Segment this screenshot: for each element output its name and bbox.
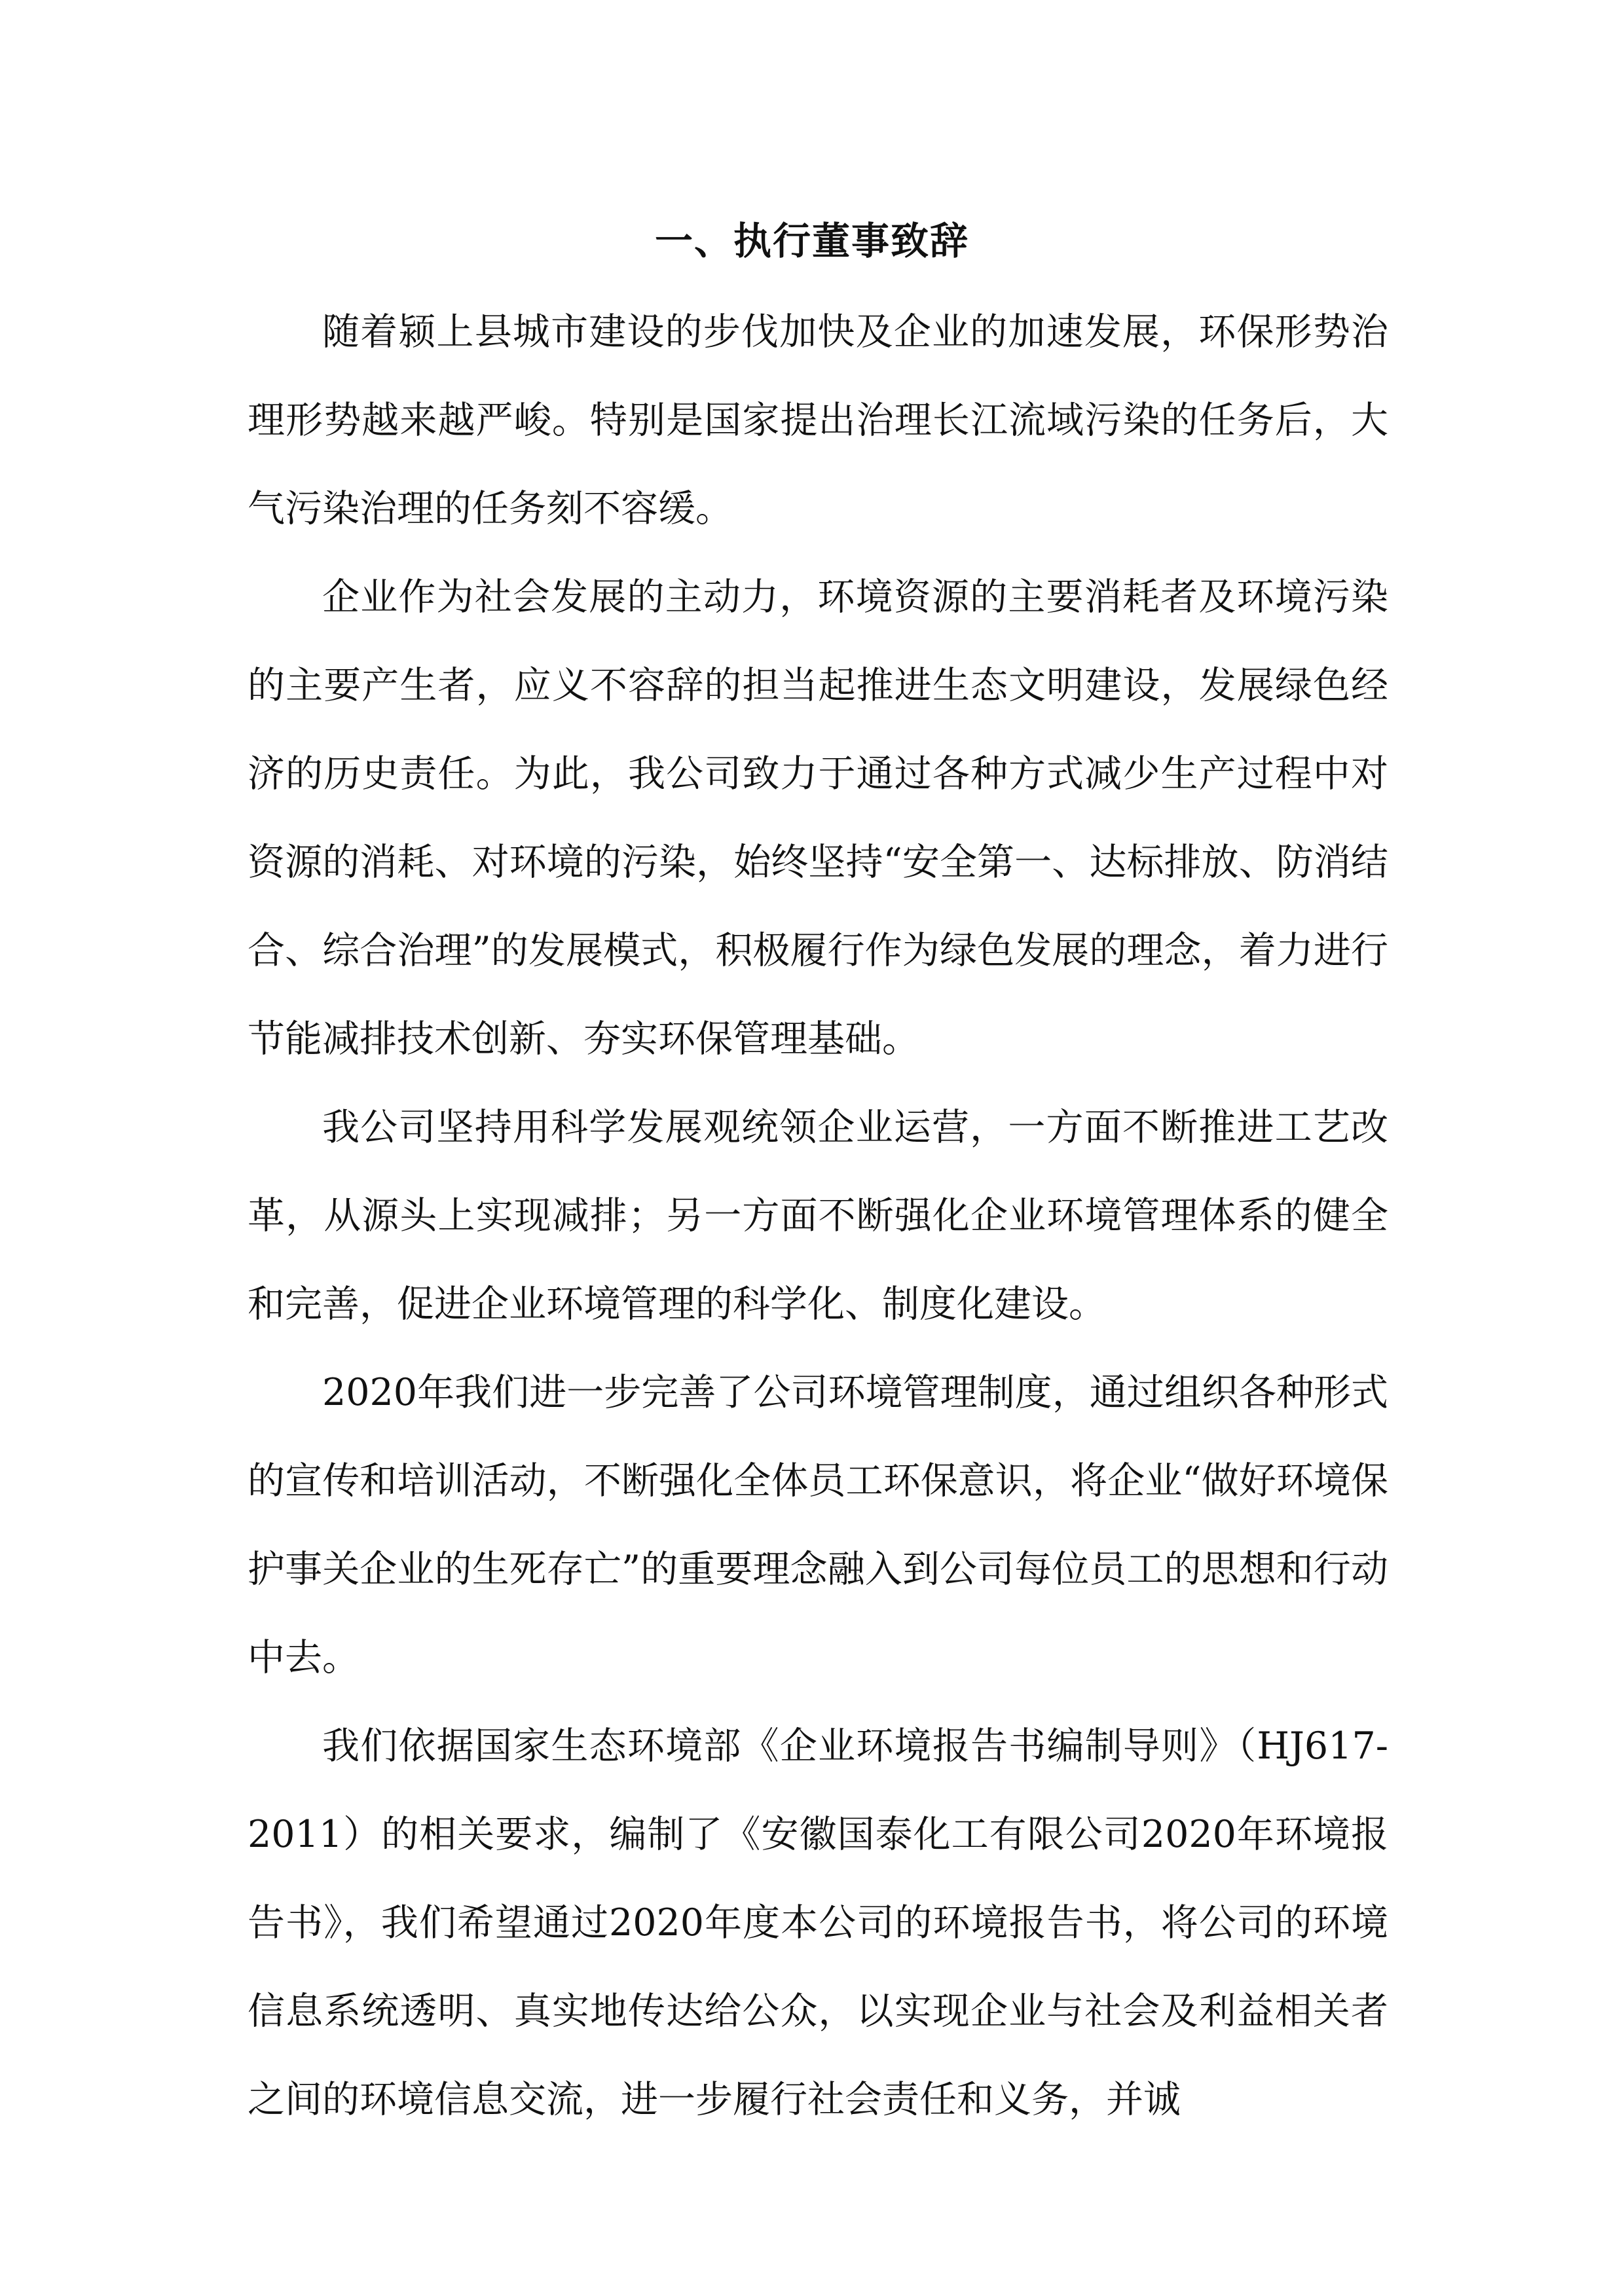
paragraph-3: 我公司坚持用科学发展观统领企业运营，一方面不断推进工艺改革，从源头上实现减排；另一方面不断强化企业环境管理体系的健全和完善，促进企业环境管理的科学化、制度化建设。 xyxy=(248,1106,1388,1326)
paragraph-5: 我们依据国家生态环境部《企业环境报告书编制导则》（HJ617-2011）的相关要求，编制了《安徽国泰化工有限公司2020年环境报告书》，我们希望通过2020年度本公司的环境报告书，将公司的环境信息系统透明、真实地传达给公众，以实现企业与社会及利益相关者之间的环境信息交流，进一步履行社会责任和义务，并诚 xyxy=(248,1724,1388,2121)
page-title: 一、执行董事致辞 xyxy=(654,219,969,263)
paragraph-1: 随着颍上县城市建设的步伐加快及企业的加速发展，环保形势治理形势越来越严峻。特别是国家提出治理长江流域污染的任务后，大气污染治理的任务刻不容缓。 xyxy=(248,310,1388,530)
paragraph-2: 企业作为社会发展的主动力，环境资源的主要消耗者及环境污染的主要产生者，应义不容辞的担当起推进生态文明建设，发展绿色经济的历史责任。为此，我公司致力于通过各种方式减少生产过程中对资源的消耗、对环境的污染，始终坚持“安全第一、达标排放、防消结合、综合治理”的发展模式，积极履行作为绿色发展的理念，着力进行节能减排技术创新、夯实环保管理基础。 xyxy=(248,575,1388,1061)
body-text xyxy=(248,288,1388,2144)
paragraph-4: 2020年我们进一步完善了公司环境管理制度，通过组织各种形式的宣传和培训活动，不断强化全体员工环保意识，将企业“做好环境保护事关企业的生死存亡”的重要理念融入到公司每位员工的思想和行动中去。 xyxy=(248,1371,1388,1679)
